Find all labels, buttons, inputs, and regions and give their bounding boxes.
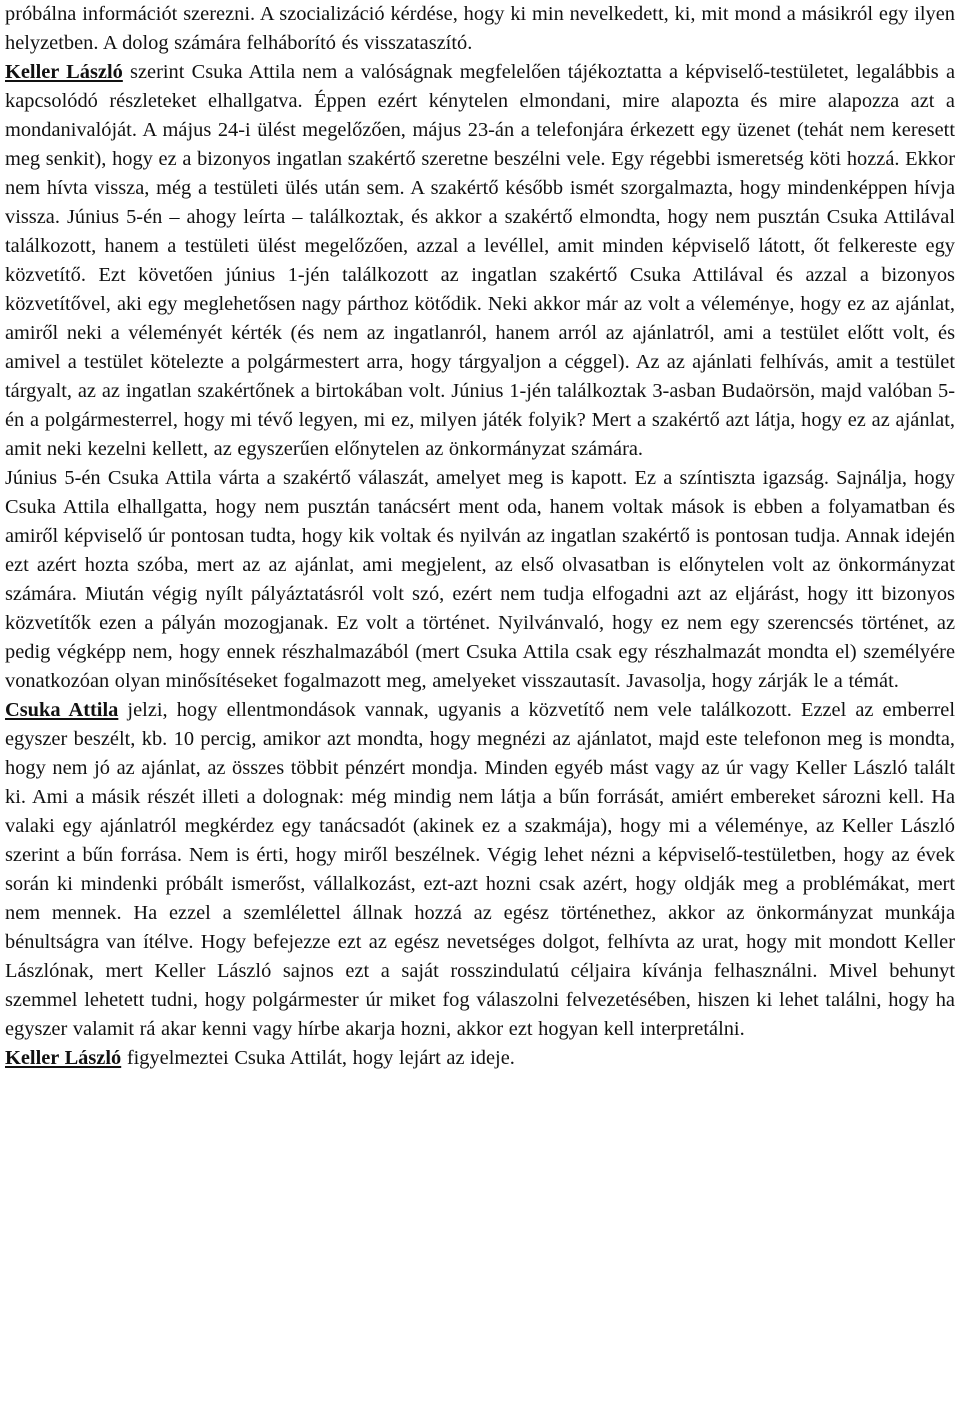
speaker-name: Keller László bbox=[5, 61, 123, 83]
intro-paragraph: próbálna információt szerezni. A szocializáció kérdése, hogy ki min nevelkedett, ki, mit mond a másikról egy ilyen helyzetben. A dolog számára felháborító és visszataszító. bbox=[5, 3, 955, 54]
keller-statement-paragraph bbox=[5, 58, 955, 464]
document-page bbox=[5, 0, 955, 1073]
csuka-statement-paragraph bbox=[5, 696, 955, 1044]
statement-text: szerint Csuka Attila nem a valóságnak megfelelően tájékoztatta a képviselő-testületet, legalábbis a kapcsolódó részleteket elhallgatva. Éppen ezért kénytelen elmondani, mire alapozta és mire alapozza azt a mondanivalóját. A május 24-i ülést megelőzően, május 23-án a telefonjára érkezett egy üzenet (tehát nem keresett meg senkit), hogy ez a bizonyos ingatlan szakértő szeretne beszélni vele. Egy régebbi ismeretség köti hozzá. Ekkor nem hívta vissza, még a testületi ülés után sem. A szakértő később ismét szorgalmazta, hogy mindenképpen hívja vissza. Június 5-én – ahogy leírta – találkoztak, és akkor a szakértő elmondta, hogy nem pusztán Csuka Attilával találkozott, hanem a testületi ülést megelőzően, azzal a levéllel, amit minden képviselő látott, őt felkereste egy közvetítő. Ezt követően június 1-jén találkozott az ingatlan szakértő Csuka Attilával és azzal a bizonyos közvetítővel, aki egy meglehetősen nagy párthoz kötődik. Neki akkor már az volt a véleménye, hogy ez az ajánlat, amiről neki a véleményét kérték (és nem az ingatlanról, hanem arról az ajánlatról, ami a testület előtt volt, és amivel a testület kötelezte a polgármestert arra, hogy tárgyaljon a céggel). Az az ajánlati felhívás, amit a testület tárgyalt, az az ingatlan szakértőnek a birtokában volt. Június 1-jén találkoztak 3-asban Budaörsön, majd valóban 5-én a polgármesterrel, hogy mi tévő legyen, mi ez, milyen játék folyik? Mert a szakértő azt látja, hogy ez az ajánlat, amit neki kezelni kellett, az egyszerűen előnytelen az önkormányzat számára. bbox=[5, 61, 955, 460]
statement-text: figyelmeztei Csuka Attilát, hogy lejárt az ideje. bbox=[121, 1047, 515, 1069]
speaker-name: Keller László bbox=[5, 1047, 122, 1069]
closing-paragraph bbox=[5, 1044, 955, 1073]
junius-paragraph: Június 5-én Csuka Attila várta a szakértő válaszát, amelyet meg is kapott. Ez a színtiszta igazság. Sajnálja, hogy Csuka Attila elhallgatta, hogy nem pusztán tanácsért ment oda, hanem voltak mások is ebben a folyamatban és amiről képviselő úr pontosan tudta, hogy kik voltak és nyilván az ingatlan szakértő is pontosan tudja. Annak idején ezt azért hozta szóba, mert az az ajánlat, ami megjelent, az első olvasatban is előnytelen volt az önkormányzat számára. Miután végig nyílt pályáztatásról volt szó, ezért nem tudja elfogadni azt az eljárást, hogy itt bizonyos közvetítők ezen a pályán mozogjanak. Ez volt a történet. Nyilvánvaló, hogy ez nem egy szerencsés történet, az pedig végképp nem, hogy ennek részhalmazából (mert Csuka Attila csak egy részhalmazát mondta el) személyére vonatkozóan olyan minősítéseket fogalmazott meg, amelyeket visszautasít. Javasolja, hogy zárják le a témát. bbox=[5, 467, 955, 692]
speaker-name: Csuka Attila bbox=[5, 699, 119, 721]
statement-text: jelzi, hogy ellentmondások vannak, ugyanis a közvetítő nem vele találkozott. Ezzel az emberrel egyszer beszélt, kb. 10 percig, amikor azt mondta, hogy megnézi az ajánlatot, majd este telefonon meg is mondta, hogy nem jó az ajánlat, az összes többit pénzért mondja. Minden egyéb mást vagy az úr vagy Keller László talált ki. Ami a másik részét illeti a dolognak: még mindig nem látja a bűn forrását, amiért embereket sározni kell. Ha valaki egy ajánlatról megkérdez egy tanácsadót (akinek ez a szakmája), hogy mi a véleménye, az Keller László szerint a bűn forrása. Nem is érti, hogy miről beszélnek. Végig lehet nézni a képviselő-testületben, hogy az évek során ki mindenki próbált ismerőst, vállalkozást, ezt-azt hozni csak azért, hogy oldják meg a problémákat, mert nem mennek. Ha ezzel a szemlélettel állnak hozzá az egész történethez, akkor az önkormányzat munkája bénultságra van ítélve. Hogy befejezze ezt az egész nevetséges dolgot, felhívta az urat, hogy mit mondott Keller Lászlónak, mert Keller László sajnos ezt a saját rosszindulatú céljaira kívánja felhasználni. Mivel behunyt szemmel lehetett tudni, hogy polgármester úr miket fog válaszolni felvezetésében, hiszen ki lehet találni, hogy ha egyszer valamit rá akar kenni vagy hírbe akarja hozni, akkor ezt hogyan kell interpretálni. bbox=[5, 699, 955, 1040]
